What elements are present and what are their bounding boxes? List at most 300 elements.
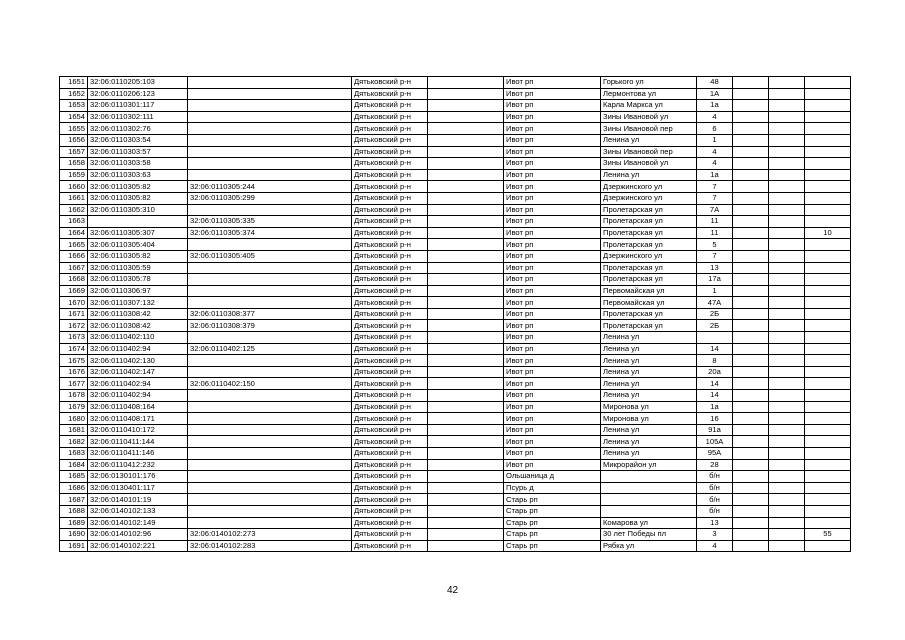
extra-cell-1 [733, 471, 769, 483]
extra-cell-1 [733, 204, 769, 216]
settlement-cell: Ольшаница д [504, 471, 601, 483]
extra-cell-1 [733, 181, 769, 193]
street-cell: Зины Ивановой ул [601, 158, 697, 170]
house-number-cell: 48 [697, 77, 733, 89]
empty-cell [428, 274, 504, 286]
district-cell: Дятьковский р-н [352, 192, 428, 204]
street-cell: Пролетарская ул [601, 320, 697, 332]
extra-cell-2 [769, 424, 805, 436]
extra-cell-2 [769, 262, 805, 274]
cadastral-number-cell: 32:06:0110402:147 [88, 366, 188, 378]
cadastral-number-cell: 32:06:0110402:94 [88, 378, 188, 390]
object-number-cell: 32:06:0110305:374 [188, 227, 352, 239]
house-number-cell: 16 [697, 413, 733, 425]
row-number-cell: 1672 [60, 320, 88, 332]
row-number-cell: 1674 [60, 343, 88, 355]
settlement-cell: Ивот рп [504, 204, 601, 216]
table-row [60, 378, 851, 390]
street-cell: Ленина ул [601, 355, 697, 367]
empty-cell [428, 459, 504, 471]
settlement-cell: Ивот рп [504, 308, 601, 320]
row-number-cell: 1670 [60, 297, 88, 309]
empty-cell [428, 239, 504, 251]
row-number-cell: 1683 [60, 448, 88, 460]
house-number-cell: 2Б [697, 320, 733, 332]
cadastral-number-cell: 32:06:0110412:232 [88, 459, 188, 471]
table-row [60, 146, 851, 158]
apartment-cell [805, 471, 851, 483]
district-cell: Дятьковский р-н [352, 390, 428, 402]
extra-cell-2 [769, 216, 805, 228]
cadastral-number-cell [88, 216, 188, 228]
cadastral-number-cell: 32:06:0110410:172 [88, 424, 188, 436]
extra-cell-1 [733, 239, 769, 251]
apartment-cell [805, 390, 851, 402]
settlement-cell: Ивот рп [504, 424, 601, 436]
cadastral-number-cell: 32:06:0110303:63 [88, 169, 188, 181]
empty-cell [428, 355, 504, 367]
street-cell: Комарова ул [601, 517, 697, 529]
settlement-cell: Ивот рп [504, 239, 601, 251]
apartment-cell [805, 378, 851, 390]
settlement-cell: Ивот рп [504, 123, 601, 135]
extra-cell-1 [733, 332, 769, 344]
settlement-cell: Ивот рп [504, 250, 601, 262]
empty-cell [428, 88, 504, 100]
row-number-cell: 1655 [60, 123, 88, 135]
object-number-cell [188, 482, 352, 494]
object-number-cell: 32:06:0110305:244 [188, 181, 352, 193]
empty-cell [428, 204, 504, 216]
extra-cell-2 [769, 343, 805, 355]
empty-cell [428, 77, 504, 89]
row-number-cell: 1651 [60, 77, 88, 89]
street-cell: Микрорайон ул [601, 459, 697, 471]
table-row [60, 100, 851, 112]
house-number-cell: 2Б [697, 308, 733, 320]
district-cell: Дятьковский р-н [352, 111, 428, 123]
district-cell: Дятьковский р-н [352, 332, 428, 344]
extra-cell-1 [733, 308, 769, 320]
table-row [60, 77, 851, 89]
house-number-cell: 95А [697, 448, 733, 460]
row-number-cell: 1662 [60, 204, 88, 216]
street-cell: Ленина ул [601, 332, 697, 344]
extra-cell-2 [769, 540, 805, 552]
empty-cell [428, 262, 504, 274]
row-number-cell: 1652 [60, 88, 88, 100]
street-cell: Первомайская ул [601, 285, 697, 297]
table-row [60, 494, 851, 506]
house-number-cell: 1а [697, 100, 733, 112]
district-cell: Дятьковский р-н [352, 274, 428, 286]
apartment-cell [805, 320, 851, 332]
extra-cell-1 [733, 285, 769, 297]
cadastral-number-cell: 32:06:0110303:54 [88, 134, 188, 146]
settlement-cell: Ивот рп [504, 192, 601, 204]
street-cell: Ленина ул [601, 424, 697, 436]
extra-cell-2 [769, 134, 805, 146]
object-number-cell: 32:06:0110308:379 [188, 320, 352, 332]
street-cell: Пролетарская ул [601, 204, 697, 216]
empty-cell [428, 401, 504, 413]
district-cell: Дятьковский р-н [352, 471, 428, 483]
settlement-cell: Ивот рп [504, 285, 601, 297]
apartment-cell [805, 413, 851, 425]
extra-cell-2 [769, 88, 805, 100]
object-number-cell [188, 77, 352, 89]
extra-cell-2 [769, 401, 805, 413]
extra-cell-2 [769, 505, 805, 517]
cadastral-number-cell: 32:06:0110305:310 [88, 204, 188, 216]
apartment-cell [805, 192, 851, 204]
object-number-cell [188, 448, 352, 460]
apartment-cell [805, 308, 851, 320]
district-cell: Дятьковский р-н [352, 378, 428, 390]
cadastral-number-cell: 32:06:0110305:78 [88, 274, 188, 286]
street-cell: Ленина ул [601, 169, 697, 181]
house-number-cell: 6 [697, 123, 733, 135]
settlement-cell: Ивот рп [504, 181, 601, 193]
house-number-cell: 1а [697, 169, 733, 181]
page-number: 42 [446, 585, 459, 596]
house-number-cell: 7А [697, 204, 733, 216]
table-row [60, 332, 851, 344]
extra-cell-1 [733, 169, 769, 181]
street-cell [601, 482, 697, 494]
apartment-cell [805, 158, 851, 170]
table-row [60, 181, 851, 193]
settlement-cell: Ивот рп [504, 100, 601, 112]
street-cell: Ленина ул [601, 390, 697, 402]
settlement-cell: Ивот рп [504, 169, 601, 181]
house-number-cell: 4 [697, 146, 733, 158]
house-number-cell: 5 [697, 239, 733, 251]
empty-cell [428, 111, 504, 123]
district-cell: Дятьковский р-н [352, 448, 428, 460]
cadastral-number-cell: 32:06:0110408:164 [88, 401, 188, 413]
street-cell: Зины Ивановой пер [601, 123, 697, 135]
extra-cell-2 [769, 390, 805, 402]
empty-cell [428, 123, 504, 135]
apartment-cell [805, 332, 851, 344]
extra-cell-2 [769, 320, 805, 332]
row-number-cell: 1666 [60, 250, 88, 262]
table-row [60, 390, 851, 402]
empty-cell [428, 100, 504, 112]
object-number-cell: 32:06:0140102:283 [188, 540, 352, 552]
row-number-cell: 1661 [60, 192, 88, 204]
row-number-cell: 1685 [60, 471, 88, 483]
house-number-cell: 7 [697, 250, 733, 262]
extra-cell-2 [769, 158, 805, 170]
cadastral-number-cell: 32:06:0110305:82 [88, 181, 188, 193]
house-number-cell: 14 [697, 378, 733, 390]
district-cell: Дятьковский р-н [352, 146, 428, 158]
empty-cell [428, 505, 504, 517]
empty-cell [428, 413, 504, 425]
settlement-cell: Ивот рп [504, 332, 601, 344]
object-number-cell: 32:06:0110308:377 [188, 308, 352, 320]
street-cell: Ленина ул [601, 366, 697, 378]
extra-cell-2 [769, 482, 805, 494]
settlement-cell: Ивот рп [504, 216, 601, 228]
cadastral-number-cell: 32:06:0110305:82 [88, 192, 188, 204]
house-number-cell: 20а [697, 366, 733, 378]
extra-cell-1 [733, 250, 769, 262]
extra-cell-1 [733, 192, 769, 204]
settlement-cell: Ивот рп [504, 274, 601, 286]
row-number-cell: 1677 [60, 378, 88, 390]
row-number-cell: 1687 [60, 494, 88, 506]
street-cell: Ленина ул [601, 343, 697, 355]
street-cell: Карла Маркса ул [601, 100, 697, 112]
extra-cell-2 [769, 517, 805, 529]
extra-cell-2 [769, 100, 805, 112]
empty-cell [428, 471, 504, 483]
settlement-cell: Ивот рп [504, 366, 601, 378]
street-cell: Миронова ул [601, 401, 697, 413]
extra-cell-1 [733, 517, 769, 529]
cadastral-number-cell: 32:06:0110305:59 [88, 262, 188, 274]
settlement-cell: Ивот рп [504, 111, 601, 123]
cadastral-number-cell: 32:06:0110305:307 [88, 227, 188, 239]
settlement-cell: Ивот рп [504, 401, 601, 413]
cadastral-number-cell: 32:06:0110307:132 [88, 297, 188, 309]
cadastral-number-cell: 32:06:0110408:171 [88, 413, 188, 425]
apartment-cell [805, 123, 851, 135]
empty-cell [428, 390, 504, 402]
extra-cell-1 [733, 482, 769, 494]
table-row [60, 227, 851, 239]
house-number-cell: 7 [697, 192, 733, 204]
extra-cell-1 [733, 540, 769, 552]
district-cell: Дятьковский р-н [352, 158, 428, 170]
apartment-cell [805, 401, 851, 413]
empty-cell [428, 297, 504, 309]
settlement-cell: Ивот рп [504, 413, 601, 425]
district-cell: Дятьковский р-н [352, 517, 428, 529]
object-number-cell: 32:06:0110402:125 [188, 343, 352, 355]
row-number-cell: 1675 [60, 355, 88, 367]
table-row [60, 459, 851, 471]
apartment-cell [805, 262, 851, 274]
settlement-cell: Ивот рп [504, 320, 601, 332]
apartment-cell [805, 424, 851, 436]
object-number-cell [188, 401, 352, 413]
empty-cell [428, 134, 504, 146]
registry-table [59, 76, 851, 552]
extra-cell-2 [769, 181, 805, 193]
extra-cell-1 [733, 355, 769, 367]
district-cell: Дятьковский р-н [352, 204, 428, 216]
table-row [60, 471, 851, 483]
row-number-cell: 1690 [60, 529, 88, 541]
street-cell: Пролетарская ул [601, 227, 697, 239]
cadastral-number-cell: 32:06:0110402:130 [88, 355, 188, 367]
extra-cell-2 [769, 366, 805, 378]
extra-cell-2 [769, 227, 805, 239]
district-cell: Дятьковский р-н [352, 355, 428, 367]
extra-cell-1 [733, 274, 769, 286]
district-cell: Дятьковский р-н [352, 181, 428, 193]
cadastral-number-cell: 32:06:0110308:42 [88, 308, 188, 320]
empty-cell [428, 540, 504, 552]
table-row [60, 355, 851, 367]
street-cell: Ленина ул [601, 436, 697, 448]
apartment-cell [805, 297, 851, 309]
district-cell: Дятьковский р-н [352, 482, 428, 494]
house-number-cell: 4 [697, 540, 733, 552]
row-number-cell: 1658 [60, 158, 88, 170]
empty-cell [428, 192, 504, 204]
extra-cell-1 [733, 529, 769, 541]
row-number-cell: 1679 [60, 401, 88, 413]
street-cell: Зины Ивановой ул [601, 111, 697, 123]
table-row [60, 517, 851, 529]
settlement-cell: Ивот рп [504, 77, 601, 89]
settlement-cell: Ивот рп [504, 343, 601, 355]
street-cell: Пролетарская ул [601, 216, 697, 228]
district-cell: Дятьковский р-н [352, 413, 428, 425]
object-number-cell: 32:06:0110402:150 [188, 378, 352, 390]
street-cell: Ленина ул [601, 134, 697, 146]
settlement-cell: Старь рп [504, 517, 601, 529]
table-row [60, 285, 851, 297]
settlement-cell: Ивот рп [504, 448, 601, 460]
house-number-cell: б/н [697, 482, 733, 494]
extra-cell-2 [769, 332, 805, 344]
district-cell: Дятьковский р-н [352, 100, 428, 112]
cadastral-number-cell: 32:06:0110411:144 [88, 436, 188, 448]
empty-cell [428, 146, 504, 158]
street-cell: Рябка ул [601, 540, 697, 552]
row-number-cell: 1682 [60, 436, 88, 448]
house-number-cell: 91а [697, 424, 733, 436]
district-cell: Дятьковский р-н [352, 320, 428, 332]
extra-cell-1 [733, 146, 769, 158]
extra-cell-2 [769, 192, 805, 204]
extra-cell-1 [733, 390, 769, 402]
extra-cell-1 [733, 134, 769, 146]
table-row [60, 424, 851, 436]
extra-cell-1 [733, 123, 769, 135]
apartment-cell [805, 204, 851, 216]
street-cell: 30 лет Победы пл [601, 529, 697, 541]
apartment-cell [805, 517, 851, 529]
object-number-cell [188, 355, 352, 367]
row-number-cell: 1663 [60, 216, 88, 228]
district-cell: Дятьковский р-н [352, 285, 428, 297]
street-cell: Первомайская ул [601, 297, 697, 309]
apartment-cell [805, 181, 851, 193]
row-number-cell: 1678 [60, 390, 88, 402]
extra-cell-2 [769, 111, 805, 123]
row-number-cell: 1681 [60, 424, 88, 436]
district-cell: Дятьковский р-н [352, 424, 428, 436]
cadastral-number-cell: 32:06:0140102:149 [88, 517, 188, 529]
settlement-cell: Ивот рп [504, 355, 601, 367]
district-cell: Дятьковский р-н [352, 169, 428, 181]
apartment-cell [805, 540, 851, 552]
apartment-cell [805, 482, 851, 494]
empty-cell [428, 378, 504, 390]
extra-cell-2 [769, 308, 805, 320]
object-number-cell [188, 366, 352, 378]
house-number-cell: 4 [697, 111, 733, 123]
table-row [60, 448, 851, 460]
apartment-cell [805, 448, 851, 460]
house-number-cell: 14 [697, 343, 733, 355]
table-row [60, 204, 851, 216]
empty-cell [428, 320, 504, 332]
settlement-cell: Ивот рп [504, 459, 601, 471]
table-row [60, 239, 851, 251]
apartment-cell [805, 343, 851, 355]
object-number-cell [188, 424, 352, 436]
district-cell: Дятьковский р-н [352, 239, 428, 251]
table-row [60, 343, 851, 355]
table-row [60, 88, 851, 100]
object-number-cell [188, 204, 352, 216]
district-cell: Дятьковский р-н [352, 308, 428, 320]
street-cell: Пролетарская ул [601, 274, 697, 286]
extra-cell-1 [733, 459, 769, 471]
house-number-cell: 28 [697, 459, 733, 471]
street-cell: Дзержинского ул [601, 181, 697, 193]
extra-cell-2 [769, 355, 805, 367]
apartment-cell [805, 274, 851, 286]
object-number-cell: 32:06:0140102:273 [188, 529, 352, 541]
cadastral-number-cell: 32:06:0110205:103 [88, 77, 188, 89]
empty-cell [428, 308, 504, 320]
apartment-cell [805, 146, 851, 158]
object-number-cell [188, 169, 352, 181]
cadastral-number-cell: 32:06:0110402:94 [88, 343, 188, 355]
street-cell: Горького ул [601, 77, 697, 89]
house-number-cell: б/н [697, 471, 733, 483]
extra-cell-2 [769, 169, 805, 181]
cadastral-number-cell: 32:06:0140102:221 [88, 540, 188, 552]
extra-cell-1 [733, 320, 769, 332]
empty-cell [428, 436, 504, 448]
extra-cell-1 [733, 413, 769, 425]
extra-cell-2 [769, 459, 805, 471]
empty-cell [428, 227, 504, 239]
empty-cell [428, 494, 504, 506]
table-row [60, 111, 851, 123]
apartment-cell: 10 [805, 227, 851, 239]
house-number-cell: 105А [697, 436, 733, 448]
extra-cell-1 [733, 100, 769, 112]
house-number-cell: 11 [697, 227, 733, 239]
empty-cell [428, 482, 504, 494]
house-number-cell: 4 [697, 158, 733, 170]
extra-cell-1 [733, 378, 769, 390]
empty-cell [428, 332, 504, 344]
row-number-cell: 1689 [60, 517, 88, 529]
apartment-cell [805, 239, 851, 251]
cadastral-number-cell: 32:06:0110402:94 [88, 390, 188, 402]
table-row [60, 250, 851, 262]
district-cell: Дятьковский р-н [352, 401, 428, 413]
settlement-cell: Старь рп [504, 505, 601, 517]
empty-cell [428, 517, 504, 529]
cadastral-number-cell: 32:06:0110301:117 [88, 100, 188, 112]
cadastral-number-cell: 32:06:0110308:42 [88, 320, 188, 332]
table-row [60, 320, 851, 332]
cadastral-number-cell: 32:06:0110411:146 [88, 448, 188, 460]
